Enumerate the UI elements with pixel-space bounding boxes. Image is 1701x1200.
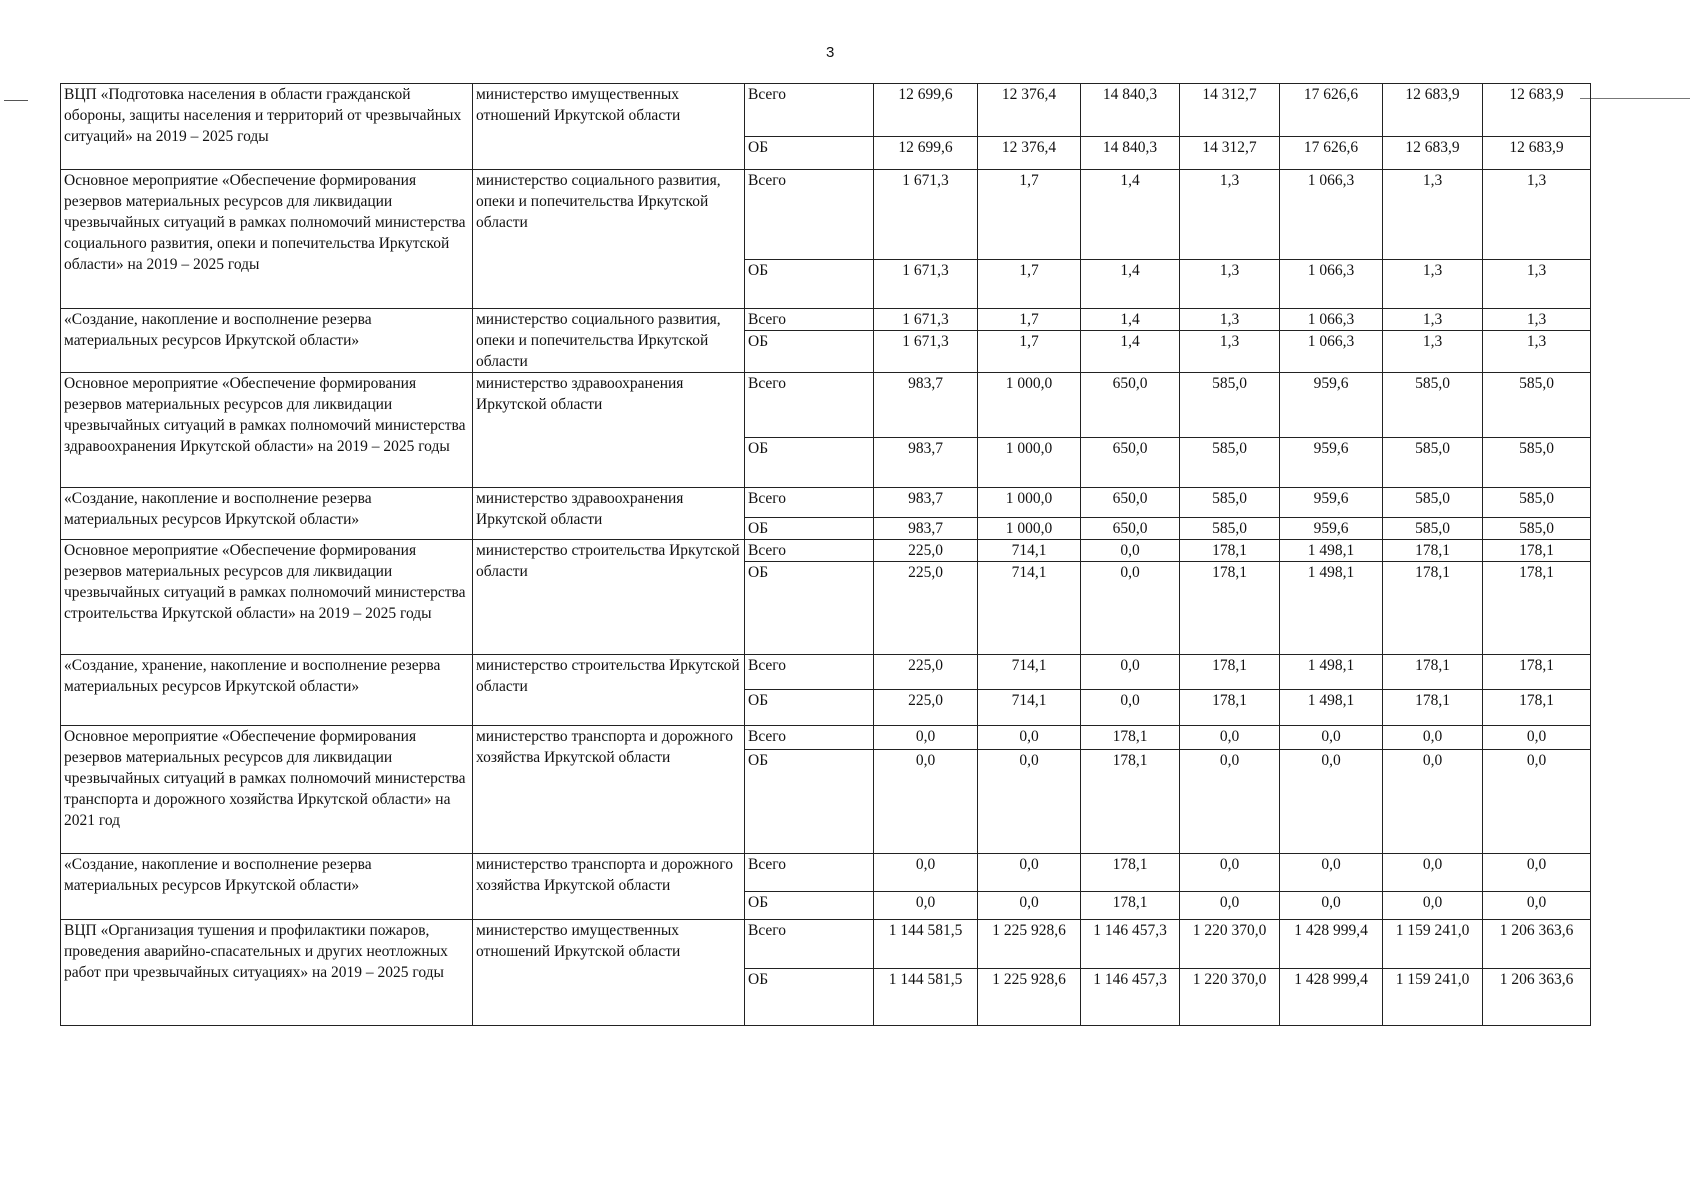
ob-value-cell: 0,0 bbox=[1081, 562, 1180, 655]
ob-value-cell: 585,0 bbox=[1383, 518, 1483, 540]
ob-value-cell: 0,0 bbox=[1383, 750, 1483, 854]
ob-value-cell: 0,0 bbox=[874, 892, 978, 920]
responsible-executor-cell: министерство имущественных отношений Иркутской области bbox=[473, 84, 745, 170]
ob-value-cell: 1 206 363,6 bbox=[1483, 969, 1591, 1026]
total-value-cell: 0,0 bbox=[874, 854, 978, 892]
funding-source-total-label: Всего bbox=[745, 373, 874, 438]
ob-value-cell: 1,3 bbox=[1180, 331, 1280, 373]
ob-value-cell: 959,6 bbox=[1280, 518, 1383, 540]
total-value-cell: 1 671,3 bbox=[874, 170, 978, 260]
total-value-cell: 1 000,0 bbox=[978, 373, 1081, 438]
total-value-cell: 14 312,7 bbox=[1180, 84, 1280, 137]
activity-name-cell: Основное мероприятие «Обеспечение формирования резервов материальных ресурсов для ликвидации чрезвычайных ситуаций в рамках полномочий министерства транспорта и дорожного хозяйства Иркутской области» на 2021 год bbox=[61, 726, 473, 854]
total-value-cell: 1,3 bbox=[1383, 170, 1483, 260]
ob-value-cell: 1 671,3 bbox=[874, 331, 978, 373]
funding-source-total-label: Всего bbox=[745, 488, 874, 518]
funding-source-total-label: Всего bbox=[745, 854, 874, 892]
total-value-cell: 0,0 bbox=[1483, 854, 1591, 892]
total-value-cell: 178,1 bbox=[1081, 854, 1180, 892]
total-value-cell: 1 498,1 bbox=[1280, 540, 1383, 562]
ob-value-cell: 1 146 457,3 bbox=[1081, 969, 1180, 1026]
ob-value-cell: 178,1 bbox=[1180, 562, 1280, 655]
scan-artifact-left bbox=[4, 100, 28, 101]
ob-value-cell: 983,7 bbox=[874, 438, 978, 488]
total-value-cell: 1,3 bbox=[1383, 309, 1483, 331]
ob-value-cell: 1,4 bbox=[1081, 260, 1180, 309]
ob-value-cell: 0,0 bbox=[1180, 892, 1280, 920]
total-value-cell: 1 146 457,3 bbox=[1081, 920, 1180, 969]
total-value-cell: 0,0 bbox=[1383, 854, 1483, 892]
ob-value-cell: 1,3 bbox=[1483, 260, 1591, 309]
ob-value-cell: 1 066,3 bbox=[1280, 260, 1383, 309]
ob-value-cell: 1,3 bbox=[1383, 260, 1483, 309]
total-value-cell: 0,0 bbox=[1081, 655, 1180, 690]
ob-value-cell: 12 683,9 bbox=[1483, 137, 1591, 170]
ob-value-cell: 0,0 bbox=[1280, 750, 1383, 854]
total-value-cell: 1,3 bbox=[1180, 170, 1280, 260]
funding-source-ob-label: ОБ bbox=[745, 750, 874, 854]
page-number: 3 bbox=[826, 44, 835, 61]
ob-value-cell: 0,0 bbox=[1483, 892, 1591, 920]
total-value-cell: 12 683,9 bbox=[1383, 84, 1483, 137]
ob-value-cell: 0,0 bbox=[1081, 690, 1180, 726]
total-value-cell: 225,0 bbox=[874, 540, 978, 562]
ob-value-cell: 1 144 581,5 bbox=[874, 969, 978, 1026]
total-value-cell: 714,1 bbox=[978, 540, 1081, 562]
total-value-cell: 178,1 bbox=[1081, 726, 1180, 750]
ob-value-cell: 14 840,3 bbox=[1081, 137, 1180, 170]
table-row bbox=[61, 488, 1591, 518]
ob-value-cell: 0,0 bbox=[1180, 750, 1280, 854]
total-value-cell: 0,0 bbox=[1081, 540, 1180, 562]
ob-value-cell: 1 671,3 bbox=[874, 260, 978, 309]
ob-value-cell: 714,1 bbox=[978, 690, 1081, 726]
total-value-cell: 178,1 bbox=[1180, 655, 1280, 690]
scan-artifact-right bbox=[1580, 98, 1690, 99]
activity-name-cell: ВЦП «Организация тушения и профилактики пожаров, проведения аварийно-спасательных и других неотложных работ при чрезвычайных ситуациях» на 2019 – 2025 годы bbox=[61, 920, 473, 1026]
ob-value-cell: 585,0 bbox=[1483, 438, 1591, 488]
activity-name-cell: Основное мероприятие «Обеспечение формирования резервов материальных ресурсов для ликвидации чрезвычайных ситуаций в рамках полномочий министерства строительства Иркутской области» на 2019 – 2025 годы bbox=[61, 540, 473, 655]
responsible-executor-cell: министерство социального развития, опеки и попечительства Иркутской области bbox=[473, 170, 745, 309]
total-value-cell: 178,1 bbox=[1483, 655, 1591, 690]
ob-value-cell: 585,0 bbox=[1483, 518, 1591, 540]
table-row bbox=[61, 920, 1591, 969]
total-value-cell: 1 428 999,4 bbox=[1280, 920, 1383, 969]
ob-value-cell: 1,3 bbox=[1180, 260, 1280, 309]
table-row bbox=[61, 655, 1591, 690]
ob-value-cell: 585,0 bbox=[1180, 518, 1280, 540]
total-value-cell: 1 159 241,0 bbox=[1383, 920, 1483, 969]
total-value-cell: 1 225 928,6 bbox=[978, 920, 1081, 969]
total-value-cell: 0,0 bbox=[978, 854, 1081, 892]
ob-value-cell: 0,0 bbox=[1383, 892, 1483, 920]
ob-value-cell: 17 626,6 bbox=[1280, 137, 1383, 170]
funding-source-ob-label: ОБ bbox=[745, 690, 874, 726]
activity-name-cell: «Создание, накопление и восполнение резерва материальных ресурсов Иркутской области» bbox=[61, 309, 473, 373]
total-value-cell: 1,3 bbox=[1180, 309, 1280, 331]
activity-name-cell: ВЦП «Подготовка населения в области гражданской обороны, защиты населения и территорий от чрезвычайных ситуаций» на 2019 – 2025 годы bbox=[61, 84, 473, 170]
table-row bbox=[61, 84, 1591, 137]
total-value-cell: 0,0 bbox=[978, 726, 1081, 750]
total-value-cell: 585,0 bbox=[1180, 488, 1280, 518]
total-value-cell: 585,0 bbox=[1483, 488, 1591, 518]
ob-value-cell: 0,0 bbox=[978, 892, 1081, 920]
total-value-cell: 17 626,6 bbox=[1280, 84, 1383, 137]
ob-value-cell: 650,0 bbox=[1081, 438, 1180, 488]
funding-source-ob-label: ОБ bbox=[745, 892, 874, 920]
ob-value-cell: 959,6 bbox=[1280, 438, 1383, 488]
total-value-cell: 1 000,0 bbox=[978, 488, 1081, 518]
ob-value-cell: 0,0 bbox=[1280, 892, 1383, 920]
table-body bbox=[61, 84, 1591, 1026]
total-value-cell: 650,0 bbox=[1081, 488, 1180, 518]
total-value-cell: 178,1 bbox=[1383, 540, 1483, 562]
ob-value-cell: 650,0 bbox=[1081, 518, 1180, 540]
ob-value-cell: 1,7 bbox=[978, 260, 1081, 309]
ob-value-cell: 1 000,0 bbox=[978, 518, 1081, 540]
ob-value-cell: 178,1 bbox=[1081, 750, 1180, 854]
ob-value-cell: 1 159 241,0 bbox=[1383, 969, 1483, 1026]
total-value-cell: 0,0 bbox=[874, 726, 978, 750]
total-value-cell: 0,0 bbox=[1180, 854, 1280, 892]
funding-source-total-label: Всего bbox=[745, 540, 874, 562]
total-value-cell: 1 066,3 bbox=[1280, 170, 1383, 260]
table-row bbox=[61, 309, 1591, 331]
ob-value-cell: 1,3 bbox=[1483, 331, 1591, 373]
responsible-executor-cell: министерство транспорта и дорожного хозяйства Иркутской области bbox=[473, 854, 745, 920]
total-value-cell: 12 376,4 bbox=[978, 84, 1081, 137]
funding-source-total-label: Всего bbox=[745, 726, 874, 750]
responsible-executor-cell: министерство строительства Иркутской области bbox=[473, 655, 745, 726]
total-value-cell: 1,7 bbox=[978, 170, 1081, 260]
ob-value-cell: 12 699,6 bbox=[874, 137, 978, 170]
ob-value-cell: 0,0 bbox=[978, 750, 1081, 854]
table-row bbox=[61, 854, 1591, 892]
total-value-cell: 1,4 bbox=[1081, 170, 1180, 260]
funding-source-ob-label: ОБ bbox=[745, 562, 874, 655]
ob-value-cell: 714,1 bbox=[978, 562, 1081, 655]
activity-name-cell: «Создание, хранение, накопление и восполнение резерва материальных ресурсов Иркутской области» bbox=[61, 655, 473, 726]
funding-source-total-label: Всего bbox=[745, 309, 874, 331]
funding-source-ob-label: ОБ bbox=[745, 137, 874, 170]
total-value-cell: 0,0 bbox=[1483, 726, 1591, 750]
ob-value-cell: 1 428 999,4 bbox=[1280, 969, 1383, 1026]
activity-name-cell: «Создание, накопление и восполнение резерва материальных ресурсов Иркутской области» bbox=[61, 854, 473, 920]
ob-value-cell: 178,1 bbox=[1483, 690, 1591, 726]
ob-value-cell: 12 376,4 bbox=[978, 137, 1081, 170]
ob-value-cell: 585,0 bbox=[1180, 438, 1280, 488]
total-value-cell: 12 683,9 bbox=[1483, 84, 1591, 137]
total-value-cell: 0,0 bbox=[1280, 726, 1383, 750]
total-value-cell: 959,6 bbox=[1280, 488, 1383, 518]
total-value-cell: 12 699,6 bbox=[874, 84, 978, 137]
ob-value-cell: 1 225 928,6 bbox=[978, 969, 1081, 1026]
ob-value-cell: 178,1 bbox=[1483, 562, 1591, 655]
total-value-cell: 714,1 bbox=[978, 655, 1081, 690]
ob-value-cell: 225,0 bbox=[874, 690, 978, 726]
ob-value-cell: 1,4 bbox=[1081, 331, 1180, 373]
ob-value-cell: 178,1 bbox=[1383, 562, 1483, 655]
total-value-cell: 585,0 bbox=[1383, 373, 1483, 438]
total-value-cell: 1 066,3 bbox=[1280, 309, 1383, 331]
total-value-cell: 0,0 bbox=[1280, 854, 1383, 892]
responsible-executor-cell: министерство имущественных отношений Иркутской области bbox=[473, 920, 745, 1026]
total-value-cell: 983,7 bbox=[874, 373, 978, 438]
total-value-cell: 585,0 bbox=[1483, 373, 1591, 438]
ob-value-cell: 1 498,1 bbox=[1280, 690, 1383, 726]
total-value-cell: 1 671,3 bbox=[874, 309, 978, 331]
total-value-cell: 178,1 bbox=[1180, 540, 1280, 562]
total-value-cell: 1 220 370,0 bbox=[1180, 920, 1280, 969]
total-value-cell: 178,1 bbox=[1483, 540, 1591, 562]
funding-source-ob-label: ОБ bbox=[745, 438, 874, 488]
activity-name-cell: Основное мероприятие «Обеспечение формирования резервов материальных ресурсов для ликвидации чрезвычайных ситуаций в рамках полномочий министерства социального развития, опеки и попечительства Иркутской области» на 2019 – 2025 годы bbox=[61, 170, 473, 309]
ob-value-cell: 178,1 bbox=[1180, 690, 1280, 726]
total-value-cell: 1,3 bbox=[1483, 309, 1591, 331]
total-value-cell: 14 840,3 bbox=[1081, 84, 1180, 137]
table-row bbox=[61, 373, 1591, 438]
total-value-cell: 650,0 bbox=[1081, 373, 1180, 438]
ob-value-cell: 12 683,9 bbox=[1383, 137, 1483, 170]
funding-source-ob-label: ОБ bbox=[745, 331, 874, 373]
ob-value-cell: 1 066,3 bbox=[1280, 331, 1383, 373]
total-value-cell: 1,4 bbox=[1081, 309, 1180, 331]
ob-value-cell: 1 498,1 bbox=[1280, 562, 1383, 655]
ob-value-cell: 178,1 bbox=[1081, 892, 1180, 920]
ob-value-cell: 14 312,7 bbox=[1180, 137, 1280, 170]
funding-source-ob-label: ОБ bbox=[745, 260, 874, 309]
total-value-cell: 1 206 363,6 bbox=[1483, 920, 1591, 969]
funding-source-ob-label: ОБ bbox=[745, 518, 874, 540]
ob-value-cell: 225,0 bbox=[874, 562, 978, 655]
responsible-executor-cell: министерство строительства Иркутской области bbox=[473, 540, 745, 655]
funding-source-total-label: Всего bbox=[745, 920, 874, 969]
activity-name-cell: «Создание, накопление и восполнение резерва материальных ресурсов Иркутской области» bbox=[61, 488, 473, 540]
total-value-cell: 1,3 bbox=[1483, 170, 1591, 260]
ob-value-cell: 983,7 bbox=[874, 518, 978, 540]
funding-source-total-label: Всего bbox=[745, 655, 874, 690]
responsible-executor-cell: министерство здравоохранения Иркутской области bbox=[473, 373, 745, 488]
ob-value-cell: 1,7 bbox=[978, 331, 1081, 373]
total-value-cell: 585,0 bbox=[1180, 373, 1280, 438]
total-value-cell: 225,0 bbox=[874, 655, 978, 690]
total-value-cell: 0,0 bbox=[1180, 726, 1280, 750]
funding-source-total-label: Всего bbox=[745, 84, 874, 137]
ob-value-cell: 585,0 bbox=[1383, 438, 1483, 488]
funding-source-total-label: Всего bbox=[745, 170, 874, 260]
table-row bbox=[61, 170, 1591, 260]
ob-value-cell: 0,0 bbox=[1483, 750, 1591, 854]
total-value-cell: 585,0 bbox=[1383, 488, 1483, 518]
total-value-cell: 983,7 bbox=[874, 488, 978, 518]
total-value-cell: 1 144 581,5 bbox=[874, 920, 978, 969]
ob-value-cell: 0,0 bbox=[874, 750, 978, 854]
funding-source-ob-label: ОБ bbox=[745, 969, 874, 1026]
ob-value-cell: 1 000,0 bbox=[978, 438, 1081, 488]
responsible-executor-cell: министерство здравоохранения Иркутской области bbox=[473, 488, 745, 540]
budget-table bbox=[60, 83, 1591, 1026]
activity-name-cell: Основное мероприятие «Обеспечение формирования резервов материальных ресурсов для ликвидации чрезвычайных ситуаций в рамках полномочий министерства здравоохранения Иркутской области» на 2019 – 2025 годы bbox=[61, 373, 473, 488]
table-row bbox=[61, 726, 1591, 750]
responsible-executor-cell: министерство социального развития, опеки и попечительства Иркутской области bbox=[473, 309, 745, 373]
responsible-executor-cell: министерство транспорта и дорожного хозяйства Иркутской области bbox=[473, 726, 745, 854]
ob-value-cell: 178,1 bbox=[1383, 690, 1483, 726]
total-value-cell: 178,1 bbox=[1383, 655, 1483, 690]
total-value-cell: 1 498,1 bbox=[1280, 655, 1383, 690]
total-value-cell: 1,7 bbox=[978, 309, 1081, 331]
table-row bbox=[61, 540, 1591, 562]
total-value-cell: 0,0 bbox=[1383, 726, 1483, 750]
ob-value-cell: 1 220 370,0 bbox=[1180, 969, 1280, 1026]
ob-value-cell: 1,3 bbox=[1383, 331, 1483, 373]
total-value-cell: 959,6 bbox=[1280, 373, 1383, 438]
